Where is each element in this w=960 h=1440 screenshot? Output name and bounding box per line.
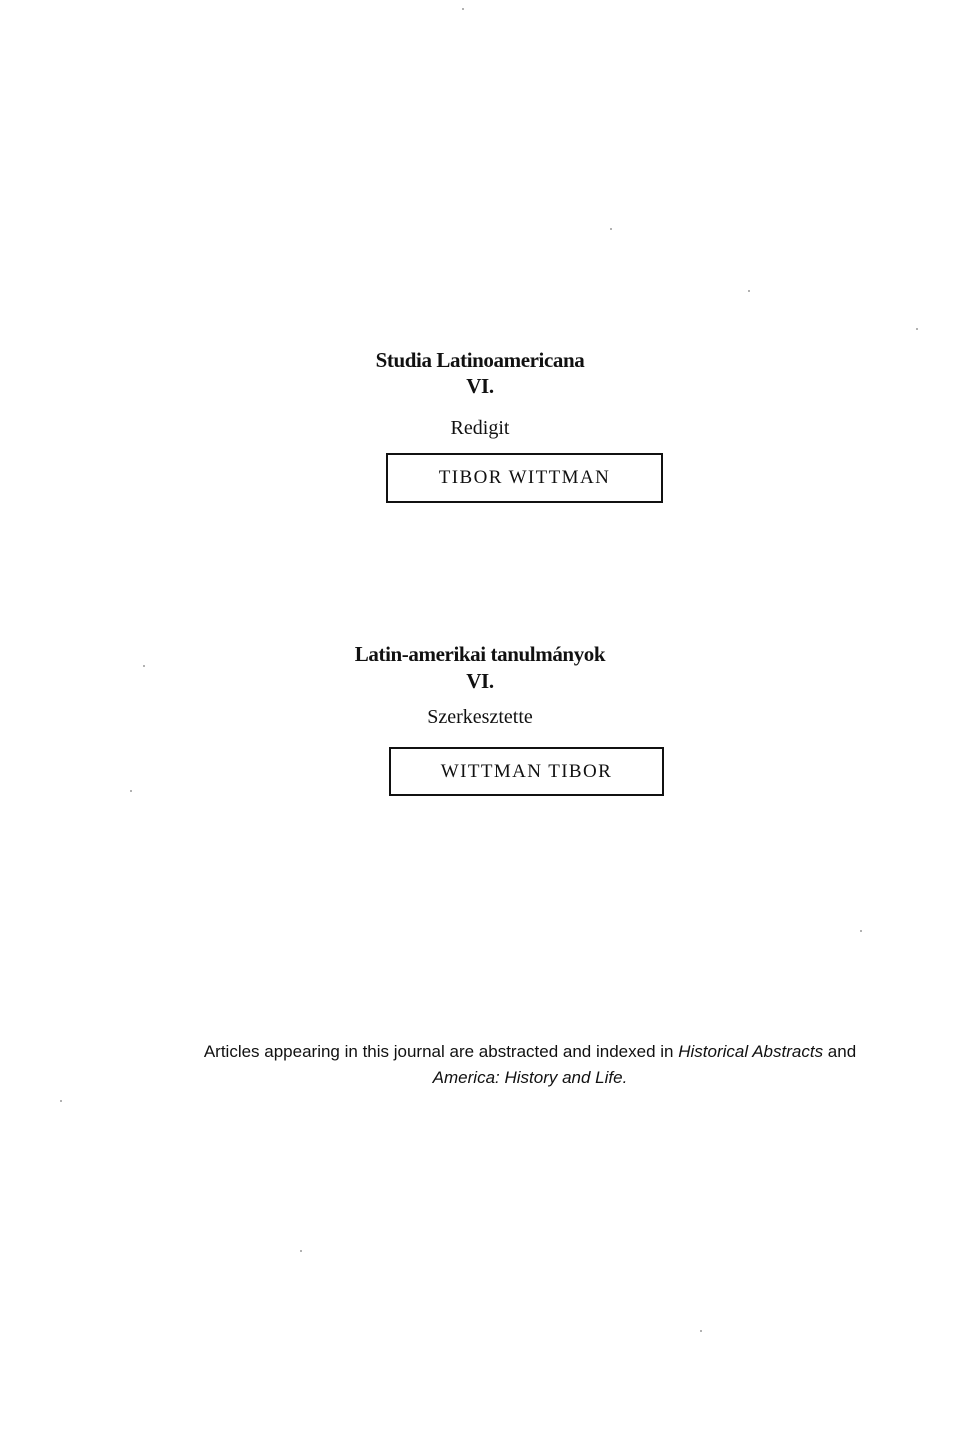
indexing-note-line-2 [160, 1065, 900, 1091]
hungarian-editor-name-box [389, 747, 664, 796]
hungarian-journal-title: Latin-amerikai tanulmányok [354, 642, 606, 666]
indexing-note [160, 1039, 900, 1091]
english-journal-title: Studia Latinoamericana [375, 348, 585, 372]
indexing-note-prefix: Articles appearing in this journal are abstracted and indexed in [203, 1042, 679, 1061]
english-volume-number: VI. [466, 374, 494, 398]
hungarian-editor-label: Szerkesztette [427, 706, 533, 728]
english-editor-name-box [386, 453, 663, 503]
america-history-life-title: America: History and Life. [432, 1068, 628, 1087]
historical-abstracts-title: Historical Abstracts [678, 1042, 824, 1061]
hungarian-editor-name: WITTMAN TIBOR [440, 760, 613, 782]
english-editor-name: TIBOR WITTMAN [438, 467, 611, 488]
indexing-note-line-1 [160, 1039, 900, 1065]
english-editor-label: Redigit [450, 417, 510, 439]
indexing-note-suffix: and [823, 1042, 857, 1061]
hungarian-volume-number: VI. [466, 669, 494, 693]
